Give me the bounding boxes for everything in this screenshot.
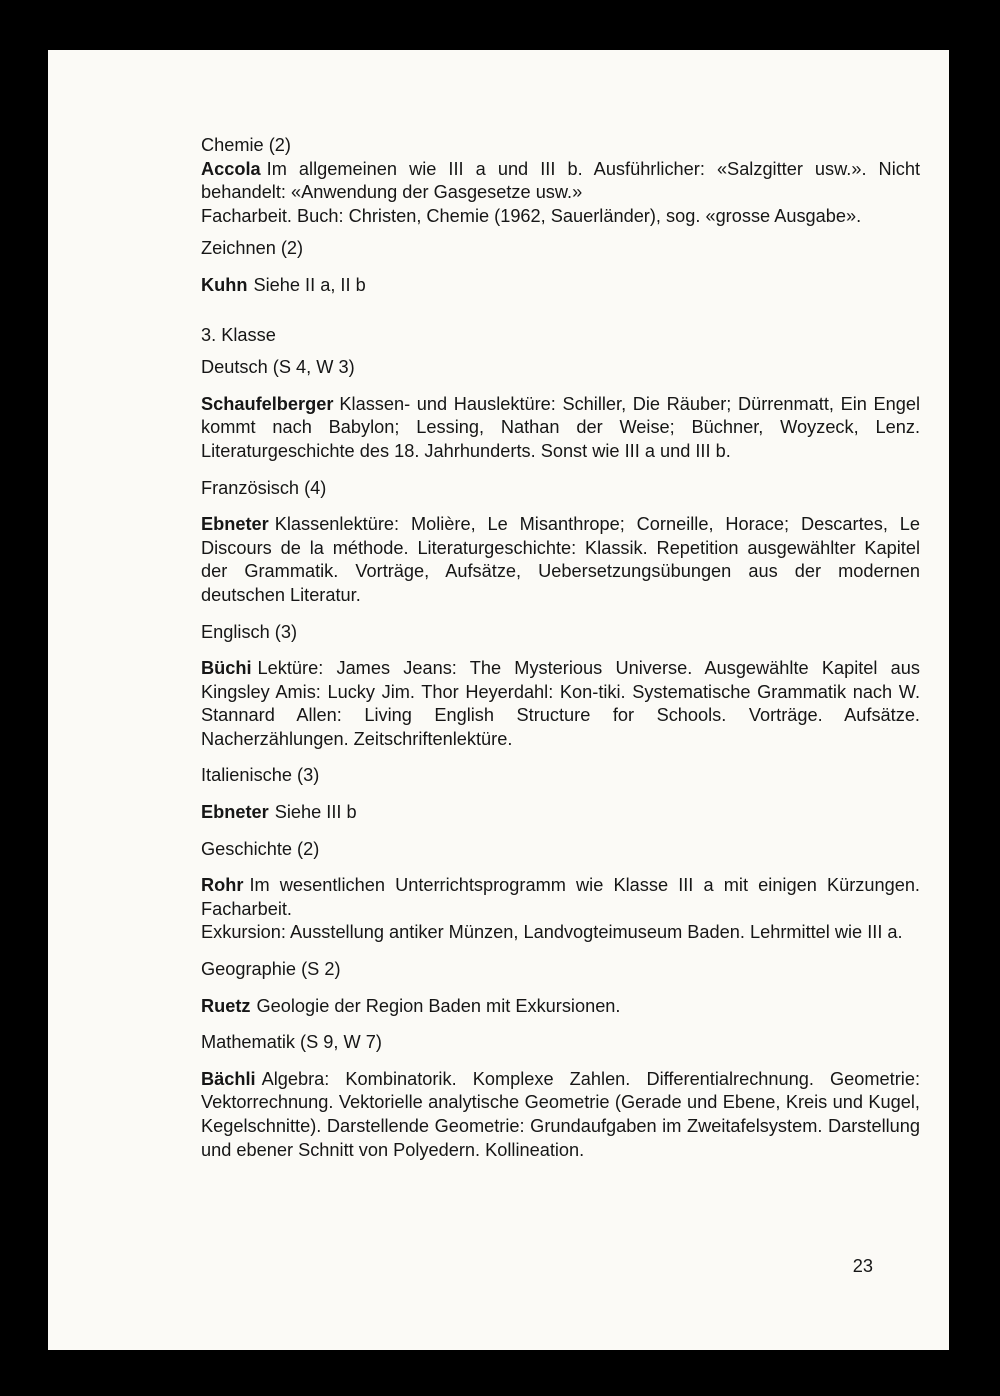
section-body-mathematik [201, 1068, 920, 1162]
teacher-name: Rohr [201, 875, 244, 896]
document-page [48, 50, 949, 1350]
teacher-name: Kuhn [201, 274, 248, 295]
section-body-englisch [201, 657, 920, 751]
section-heading-mathematik: Mathematik (S 9, W 7) [201, 1032, 382, 1053]
teacher-name: Bächli [201, 1068, 256, 1089]
section-text: Lektüre: James Jeans: The Mysterious Universe. Ausgewählte Kapitel aus Kingsley Amis: Lucky Jim. Thor Heyerdahl: Kon-tiki. Systematische Grammatik nach W. Stannard Allen: Living English Structure for Schools. Vorträge. Aufsätze. Nacherzählungen. Zeitschriftenlektüre. [201, 658, 920, 749]
section-heading-geschichte: Geschichte (2) [201, 838, 320, 859]
section-heading-italienisch: Italienische (3) [201, 765, 320, 786]
page-number: 23 [852, 1256, 873, 1276]
section-body-geschichte [201, 874, 920, 945]
section-text: Algebra: Kombinatorik. Komplexe Zahlen. Differentialrechnung. Geometrie: Vektorrechnung. Vektorielle analytische Geometrie (Gerade und Ebene, Kreis und Kugel, Kegelschnitte). Darstellende Geometrie: Grundaufgaben im Zweitafelsystem. Darstellung und ebener Schnitt von Polyedern. Kollineation. [201, 1068, 920, 1160]
section-heading-geographie: Geographie (S 2) [201, 959, 341, 980]
section-body-italienisch [201, 801, 920, 825]
section-text: Exkursion: Ausstellung antiker Münzen, Landvogteimuseum Baden. Lehrmittel wie III a. [201, 922, 903, 943]
section-heading-deutsch: Deutsch (S 4, W 3) [201, 357, 355, 378]
section-text: Im allgemeinen wie III a und III b. Ausführlicher: «Salzgitter usw.». Nicht behandelt: «Anwendung der Gasgesetze usw.» [201, 158, 920, 203]
section-heading-chemie: Chemie (2) [201, 135, 291, 155]
teacher-name: Ebneter [201, 514, 269, 535]
section-text: Geologie der Region Baden mit Exkursionen. [256, 995, 621, 1016]
section-text: Facharbeit. Buch: Christen, Chemie (1962, Sauerländer), sog. «grosse Ausgabe». [201, 205, 862, 226]
section-heading-franzoesisch: Französisch (4) [201, 477, 327, 498]
teacher-name: Ruetz [201, 995, 251, 1016]
section-text: Klassen- und Hauslektüre: Schiller, Die Räuber; Dürrenmatt, Ein Engel kommt nach Babylon; Lessing, Nathan der Weise; Büchner, Woyzeck, Lenz. Literaturgeschichte des 18. Jahrhunderts. Sonst wie III a und III b. [201, 393, 920, 461]
section-text: Klassenlektüre: Molière, Le Misanthrope; Corneille, Horace; Descartes, Le Discours de la méthode. Literaturgeschichte: Klassik. Repetition ausgewählter Kapitel der Grammatik. Vorträge, Aufsätze, Uebersetzungsübungen aus der modernen deutschen Literatur. [201, 514, 920, 605]
section-body-franzoesisch [201, 513, 920, 607]
teacher-name: Accola [201, 158, 261, 179]
teacher-name: Ebneter [201, 802, 269, 823]
section-text: Im wesentlichen Unterrichtsprogramm wie Klasse III a mit einigen Kürzungen. Facharbeit. [201, 875, 920, 919]
page-content [201, 134, 920, 1162]
section-body-geographie [201, 995, 920, 1019]
section-body-chemie [201, 158, 920, 229]
section-text: Siehe III b [274, 802, 357, 823]
section-heading-zeichnen: Zeichnen (2) [201, 238, 304, 259]
section-body-zeichnen [201, 274, 920, 298]
section-body-deutsch [201, 393, 920, 464]
section-heading-englisch: Englisch (3) [201, 621, 298, 642]
section-text: Siehe II a, II b [253, 274, 366, 295]
teacher-name: Büchi [201, 658, 252, 679]
class-heading: 3. Klasse [201, 324, 276, 345]
teacher-name: Schaufelberger [201, 393, 334, 414]
